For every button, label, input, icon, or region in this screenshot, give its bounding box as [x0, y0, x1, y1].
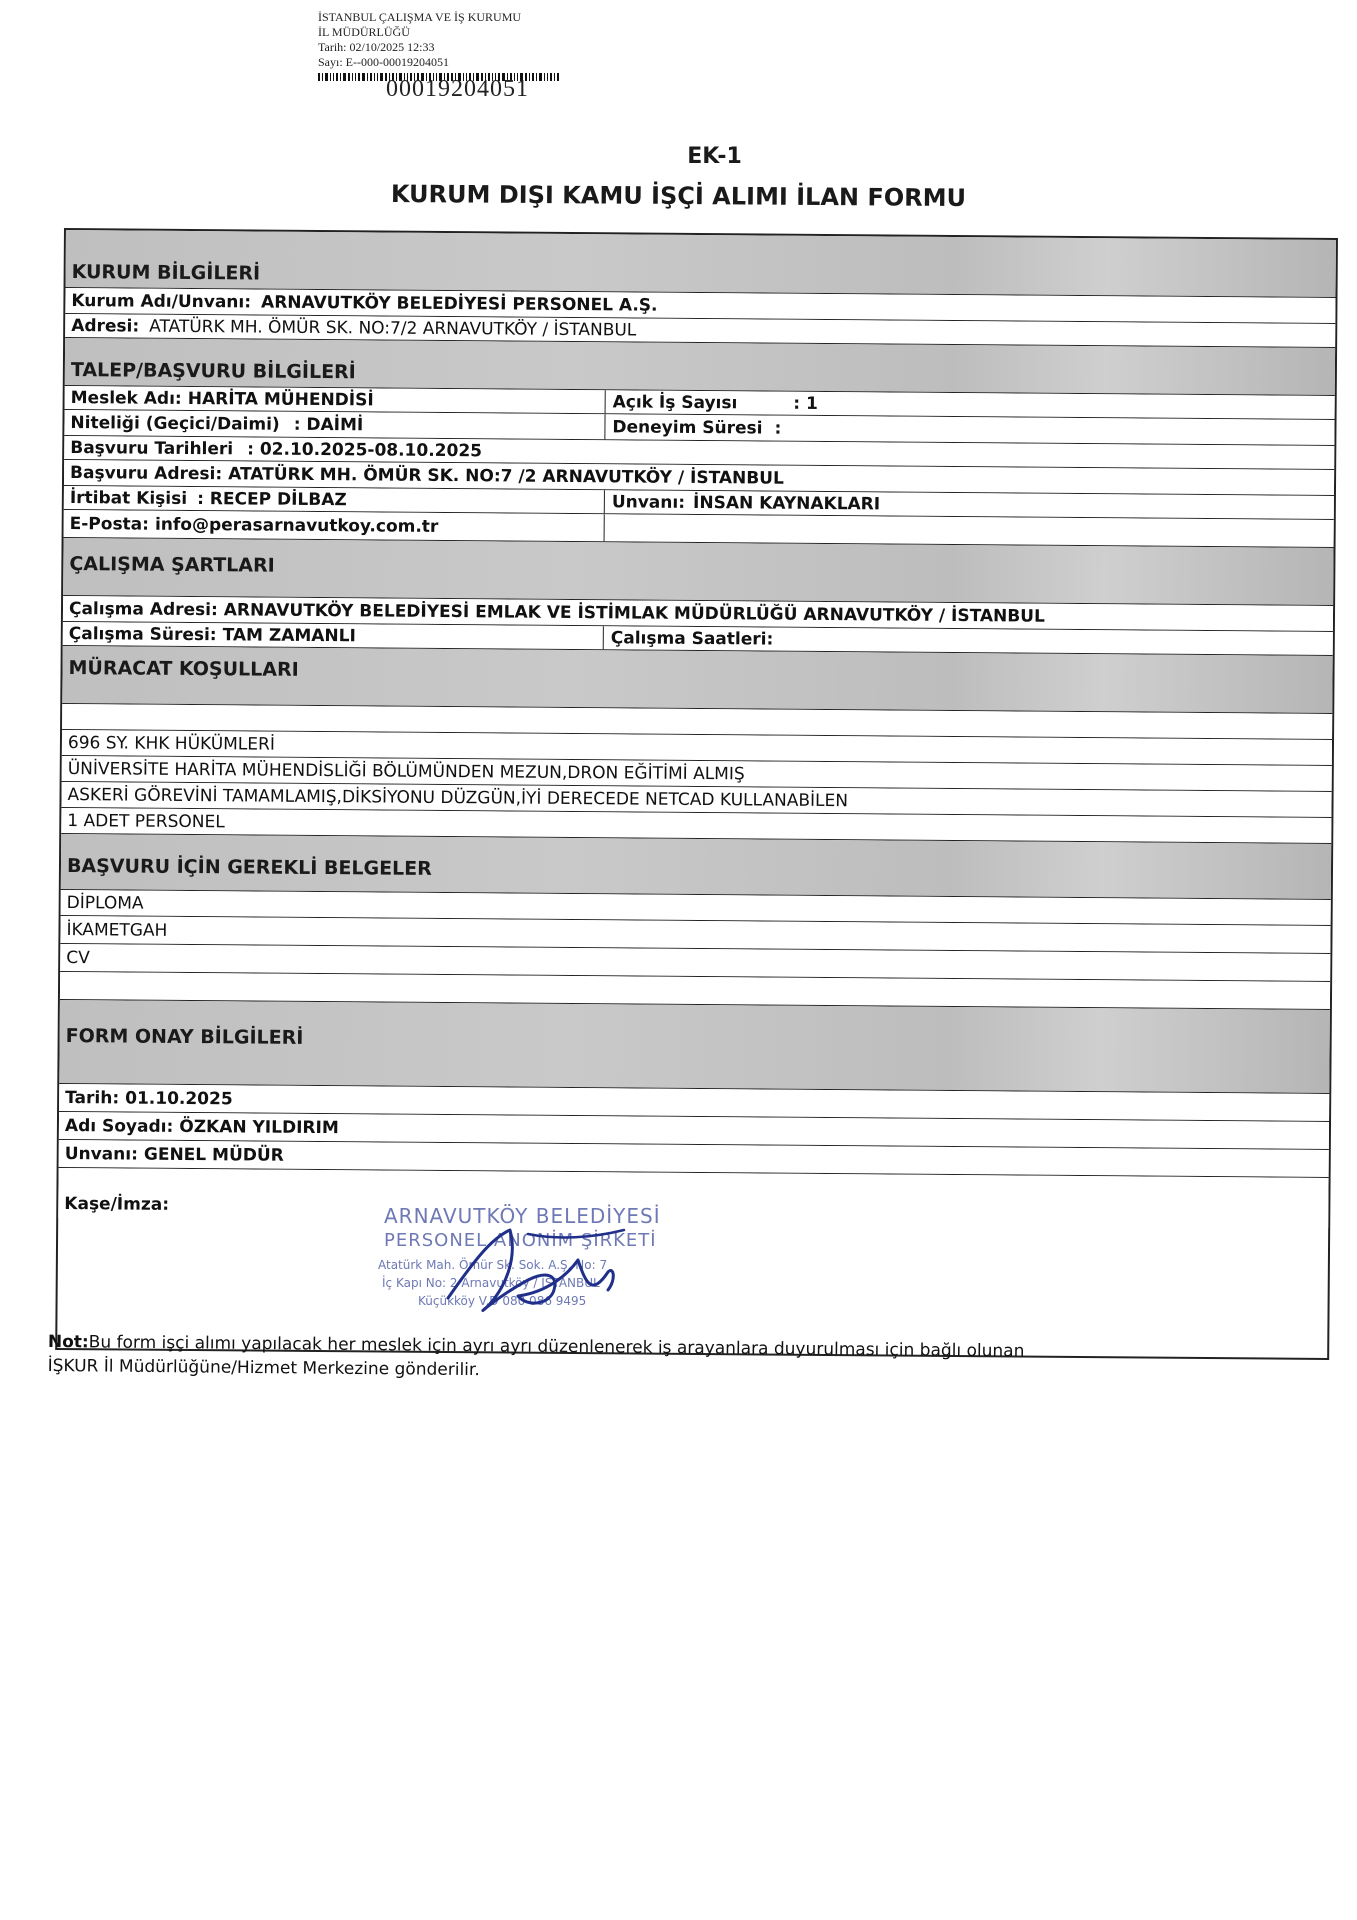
muracat-item-4: 1 ADET PERSONEL [67, 810, 225, 832]
note-label: Not: [47, 1331, 89, 1353]
onay-ad-label: Adı Soyadı: [64, 1115, 174, 1137]
seal-line-1: ARNAVUTKÖY BELEDİYESİ [384, 1204, 661, 1228]
muracat-item-2: ÜNİVERSİTE HARİTA MÜHENDİSLİĞİ BÖLÜMÜNDEN MEZUN,DRON EĞİTİMİ ALMIŞ [67, 758, 745, 784]
muracat-item-1: 696 SY. KHK HÜKÜMLERİ [67, 732, 275, 755]
annex-label: EK-1 [687, 144, 742, 169]
seal-line-3: Atatürk Mah. Ömür Sk. Sok. A.Ş. No: 7 [378, 1258, 608, 1272]
note-text: Bu form işçi alımı yapılacak her meslek için ayrı ayrı düzenlenerek iş arayanlara duyurulması için bağlı olunan İŞKUR İl Müdürlüğüne/Hizmet Merkezine gönderilir. [47, 1332, 1025, 1381]
stamp-institution-line2: İL MÜDÜRLÜĞÜ [318, 25, 410, 39]
basvuru-adres-value: ATATÜRK MH. ÖMÜR SK. NO:7 /2 ARNAVUTKÖY / İSTANBUL [228, 463, 784, 489]
onay-imza-label: Kaşe/İmza: [64, 1194, 170, 1215]
meslek-value: HARİTA MÜHENDİSİ [187, 388, 374, 410]
calisma-saat-label: Çalışma Saatleri: [610, 627, 774, 650]
onay-tarih-value: 01.10.2025 [125, 1088, 233, 1109]
onay-unvan-label: Unvanı: [64, 1143, 139, 1165]
section-belgeler-title: BAŞVURU İÇİN GEREKLİ BELGELER [66, 855, 432, 880]
section-muracat-title: MÜRACAT KOŞULLARI [68, 657, 299, 681]
stamp-number: Sayı: E--000-00019204051 [318, 55, 449, 69]
acik-is-value: : 1 [793, 393, 818, 414]
kurum-address-label: Adresi: [71, 315, 140, 337]
section-talep-title: TALEP/BAŞVURU BİLGİLERİ [70, 359, 356, 384]
form-title: KURUM DIŞI KAMU İŞÇİ ALIMI İLAN FORMU [390, 179, 967, 213]
eposta-label: E-Posta: [69, 513, 150, 535]
meslek-label: Meslek Adı: [70, 387, 182, 409]
section-calisma-title: ÇALIŞMA ŞARTLARI [69, 553, 275, 577]
kurum-name-label: Kurum Adı/Unvanı: [71, 290, 252, 312]
signature-icon [378, 1200, 708, 1330]
barcode-number: 00019204051 [386, 76, 529, 102]
irtibat-unvan-value: İNSAN KAYNAKLARI [692, 492, 881, 514]
section-onay-title: FORM ONAY BİLGİLERİ [65, 1025, 304, 1049]
belge-item-3: CV [66, 947, 90, 968]
muracat-item-3: ASKERİ GÖREVİNİ TAMAMLAMIŞ,DİKSİYONU DÜZGÜN,İYİ DERECEDE NETCAD KULLANABİLEN [67, 784, 849, 811]
calisma-adres-value: ARNAVUTKÖY BELEDİYESİ EMLAK VE İSTİMLAK MÜDÜRLÜĞÜ ARNAVUTKÖY / İSTANBUL [223, 599, 1045, 627]
nitelik-value: : DAİMİ [293, 414, 364, 435]
irtibat-label: İrtibat Kişisi [69, 487, 188, 509]
onay-ad-value: ÖZKAN YILDIRIM [179, 1116, 339, 1138]
belge-item-2: İKAMETGAH [66, 919, 168, 941]
onay-unvan-value: GENEL MÜDÜR [143, 1144, 284, 1166]
eposta-value: info@perasarnavutkoy.com.tr [154, 514, 439, 537]
job-posting-form [55, 228, 1338, 1360]
company-seal [378, 1200, 708, 1330]
seal-line-2: PERSONEL ANONİM ŞİRKETİ [384, 1230, 657, 1251]
kurum-address-value: ATATÜRK MH. ÖMÜR SK. NO:7/2 ARNAVUTKÖY / İSTANBUL [149, 316, 637, 340]
acik-is-label: Açık İş Sayısı [612, 391, 738, 413]
seal-line-5: Küçükköy V.D 080 086 9495 [418, 1294, 587, 1308]
section-kurum-title: KURUM BİLGİLERİ [71, 261, 261, 285]
calisma-sure-value: TAM ZAMANLI [222, 624, 356, 646]
section-onay-header [59, 1000, 1330, 1094]
kurum-name-value: ARNAVUTKÖY BELEDİYESİ PERSONEL A.Ş. [261, 292, 658, 316]
belge-item-1: DİPLOMA [66, 892, 144, 914]
basvuru-tarih-label: Başvuru Tarihleri [70, 437, 234, 459]
deneyim-value: : [774, 418, 782, 439]
section-belgeler-header [61, 834, 1331, 900]
basvuru-adres-label: Başvuru Adresi: [70, 462, 223, 484]
footer-note [48, 1330, 1048, 1388]
calisma-adres-label: Çalışma Adresi: [68, 598, 218, 620]
onay-tarih-label: Tarih: [65, 1087, 120, 1108]
nitelik-label: Niteliği (Geçici/Daimi) [70, 412, 280, 435]
stamp-date: Tarih: 02/10/2025 12:33 [318, 40, 435, 54]
irtibat-unvan-label: Unvanı: [611, 491, 686, 513]
basvuru-tarih-value: : 02.10.2025-08.10.2025 [247, 438, 483, 461]
section-kurum-header [66, 230, 1336, 298]
registry-stamp [318, 10, 618, 101]
deneyim-label: Deneyim Süresi [612, 416, 763, 438]
section-muracat-header [62, 646, 1332, 714]
irtibat-value: : RECEP DİLBAZ [197, 488, 347, 510]
section-calisma-header [63, 538, 1333, 606]
stamp-institution-line1: İSTANBUL ÇALIŞMA VE İŞ KURUMU [318, 10, 522, 24]
seal-line-4: İç Kapı No: 2 Arnavutköy / İSTANBUL [382, 1276, 600, 1290]
calisma-sure-label: Çalışma Süresi: [68, 623, 217, 645]
